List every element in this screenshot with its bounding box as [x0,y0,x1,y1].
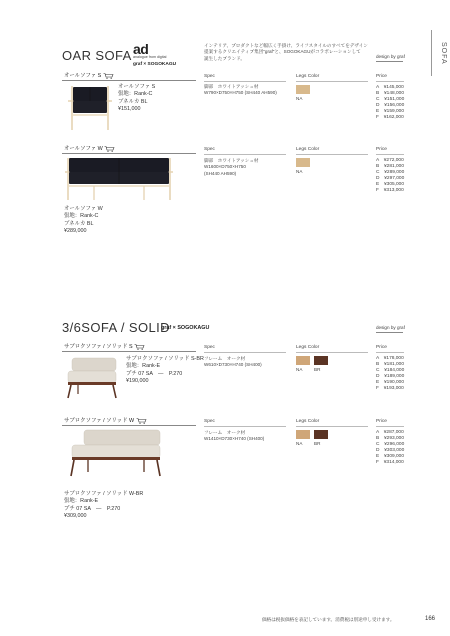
price-list [376,158,404,195]
price-row: E ¥159,000 [376,109,405,115]
price-row: B ¥293,000 [376,436,405,442]
legs-label: NA [296,169,303,174]
item-title: サブロクソファ / ソリッド S [64,342,145,350]
spec-header: Spec [204,147,215,152]
price-row: F ¥314,000 [376,460,404,466]
caption-line: オールソファ W [64,206,103,212]
spec-line: 脚部 ホワイトアッシュ材 [204,158,259,163]
item-rule [62,425,196,426]
caption-line: 張地：Rank-C [118,91,153,98]
price-header: Price [376,345,387,350]
legs-header: Legs Color [296,345,320,350]
price-header: Price [376,419,387,424]
caption-line: プチ 07 SA ― P.270 [126,370,183,377]
legs-swatch-na [296,356,310,365]
price-row: F ¥162,000 [376,115,404,121]
caption-line: サブロクソファ / ソリッド S-BR [126,356,204,362]
legs-header: Legs Color [296,147,320,152]
graf-logo-text: graf × SOGOKAGU [133,62,177,67]
legs-rule [296,154,368,155]
caption-line: ¥289,000 [64,228,87,235]
legs-header: Legs Color [296,419,320,424]
legs-swatch-br [314,356,328,365]
caption-line: プチ 07 SA ― P.270 [64,505,121,512]
ad-logo-mark: ad [133,41,149,57]
solid-sofa-w-image [64,428,164,480]
price-header: Price [376,74,387,79]
price-row: B ¥281,000 [376,164,405,170]
legs-label: NA [296,367,303,372]
item-spec [204,158,258,177]
item-rule [62,153,196,154]
spec-rule [204,352,286,353]
caption-line: オールソファ S [118,84,156,90]
price-rule [376,426,404,427]
legs-label: NA [296,441,303,446]
price-row: F ¥313,000 [376,188,404,194]
spec-line: W610×D730×H740 (SH400) [204,362,262,368]
price-row: C ¥296,000 [376,442,405,448]
graf-logo [133,62,176,67]
solid-sofa-s-image [64,354,122,402]
page-number: 166 [425,616,436,622]
price-row: C ¥184,000 [376,368,405,374]
spec-rule [204,81,286,82]
oar-desc-line: 誕生したブランド。 [204,55,245,61]
price-row: A ¥145,000 [376,85,404,90]
spec-header: Spec [204,419,215,424]
legs-swatch-na [296,158,310,167]
legs-swatch-na [296,85,310,94]
footer-note: 価格は税抜価格を表記しています。消費税は別途申し受けます。 [262,617,395,622]
spec-line: フレーム オーク材 [204,430,246,435]
price-row: B ¥148,000 [376,91,405,97]
spec-line: W1410×D730×H740 (SH400) [204,436,265,442]
spec-rule [204,426,286,427]
spec-header: Spec [204,74,215,79]
spec-line: (SH440 AH590) [204,170,237,176]
caption-line: 張地：Rank-C [64,213,99,220]
spec-line: フレーム オーク材 [204,356,246,361]
item-spec [204,356,262,369]
item-rule [62,351,196,352]
caption-line: ¥190,000 [126,378,149,385]
solid-title: 3/6SOFA / SOLID [62,320,170,335]
spec-rule [204,154,286,155]
item-title: オールソファ S [64,71,114,79]
price-rule [376,154,404,155]
price-row: D ¥297,000 [376,176,405,182]
price-row: F ¥193,000 [376,386,404,392]
item-spec [204,84,277,97]
price-rule [376,352,404,353]
oar-sofa-s-image [66,84,114,132]
legs-rule [296,81,368,82]
oar-desc-line: インテリア、プロダクトなど幅広く手掛け、ライフスタイルのすべてをデザイン [204,43,368,48]
caption-line: 張地：Rank-E [64,498,99,505]
item-title: オールソファ W [64,144,115,152]
price-row: E ¥305,000 [376,182,405,188]
price-row: A ¥287,000 [376,430,404,435]
legs-label: BR [314,367,321,372]
price-row: D ¥303,000 [376,448,405,454]
legs-label: BR [314,441,321,446]
caption-line: ブネルカ BL [118,98,148,105]
legs-swatch-br [314,430,328,439]
price-row: B ¥181,000 [376,362,405,368]
ad-logo-sub: analogue from digital [133,55,167,59]
item-spec [204,430,264,443]
spec-line: 脚部 ホワイトアッシュ材 [204,84,259,89]
graf-logo [161,325,209,331]
cart-icon [134,344,145,350]
item-caption [118,84,155,114]
price-header: Price [376,147,387,152]
legs-rule [296,352,368,353]
ad-logo [133,42,166,60]
caption-line: サブロクソファ / ソリッド W-BR [64,491,144,497]
oar-design-by: design by graf [376,54,405,59]
caption-line: 張地：Rank-E [126,363,161,370]
legs-rule [296,426,368,427]
graf-logo-text: graf × SOGOKAGU [161,325,210,331]
item-caption [126,356,204,386]
spec-line: W1600×D750×H750 [204,164,246,170]
solid-design-by: design by graf [376,325,405,330]
price-list [376,430,404,467]
price-row: E ¥309,000 [376,454,405,460]
cart-icon [136,418,147,424]
caption-line: ブネルカ BL [64,220,94,227]
spec-header: Spec [204,345,215,350]
cart-icon [103,73,114,79]
legs-header: Legs Color [296,74,320,79]
cart-icon [104,146,115,152]
spec-line: W790×D750×H750 (SH440 AH590) [204,90,277,96]
price-row: D ¥156,000 [376,103,405,109]
solid-design-rule [376,332,403,333]
price-row: C ¥151,000 [376,97,405,103]
item-caption [64,206,103,236]
side-tab [431,30,450,76]
price-row: C ¥289,000 [376,170,405,176]
price-row: D ¥189,000 [376,374,405,380]
caption-line: ¥151,000 [118,106,141,113]
oar-title: OAR SOFA [62,48,132,63]
price-list [376,356,404,393]
legs-swatch-na [296,430,310,439]
price-list [376,85,404,122]
price-rule [376,81,404,82]
oar-desc-line: 提案するクリエイティブ集団"graf"と、SOGOKAGUがコラボレーションして [204,49,361,55]
item-rule [62,80,196,81]
price-row: A ¥272,000 [376,158,404,163]
oar-design-rule [376,61,403,62]
caption-line: ¥309,000 [64,513,87,520]
price-row: A ¥178,000 [376,356,404,361]
side-tab-label: SOFA [440,42,447,65]
legs-label: NA [296,96,303,101]
item-title: サブロクソファ / ソリッド W [64,416,147,424]
price-row: E ¥190,000 [376,380,405,386]
oar-sofa-w-image [64,156,174,202]
item-caption [64,491,143,521]
